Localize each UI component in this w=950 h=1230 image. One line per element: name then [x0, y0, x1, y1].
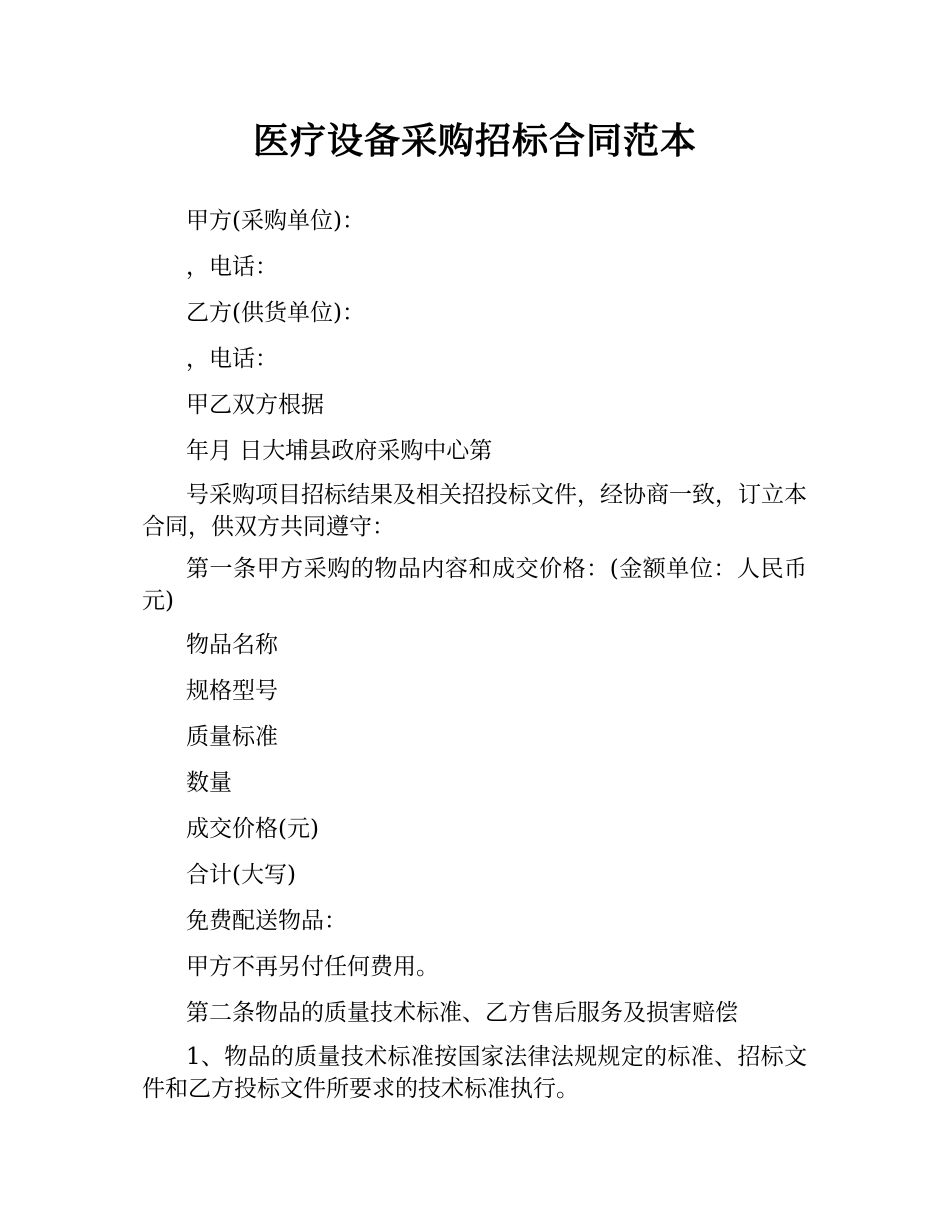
basis-line: 甲乙双方根据 — [186, 392, 324, 418]
date-line: 年月 日大埔县政府采购中心第 — [186, 438, 493, 464]
party-b-phone: ，电话： — [186, 346, 278, 372]
party-a-label: 甲方(采购单位)： — [186, 208, 365, 234]
document-body — [142, 203, 807, 1115]
spec-model-label: 规格型号 — [186, 678, 278, 704]
quality-standard-paragraph: 1、物品的质量技术标准按国家法律法规规定的标准、招标文件和乙方投标文件所要求的技术标准执行。 — [142, 1044, 807, 1102]
document-title: 医疗设备采购招标合同范本 — [252, 121, 697, 162]
total-uppercase-label: 合计(大写) — [186, 862, 296, 888]
deal-price-label: 成交价格(元) — [186, 816, 319, 842]
quantity-label: 数量 — [186, 770, 232, 796]
party-b-label: 乙方(供货单位)： — [186, 300, 365, 326]
article-one-heading: 第一条甲方采购的物品内容和成交价格：(金额单位：人民币元) — [142, 556, 807, 614]
party-a-phone: ，电话： — [186, 254, 278, 280]
article-two-heading: 第二条物品的质量技术标准、乙方售后服务及损害赔偿 — [186, 1000, 738, 1026]
free-delivery-label: 免费配送物品： — [186, 908, 347, 934]
no-extra-fee-line: 甲方不再另付任何费用。 — [186, 954, 439, 980]
item-name-label: 物品名称 — [186, 632, 278, 658]
agreement-paragraph: 号采购项目招标结果及相关招投标文件，经协商一致，订立本合同，供双方共同遵守： — [142, 482, 807, 540]
quality-standard-label: 质量标准 — [186, 724, 278, 750]
